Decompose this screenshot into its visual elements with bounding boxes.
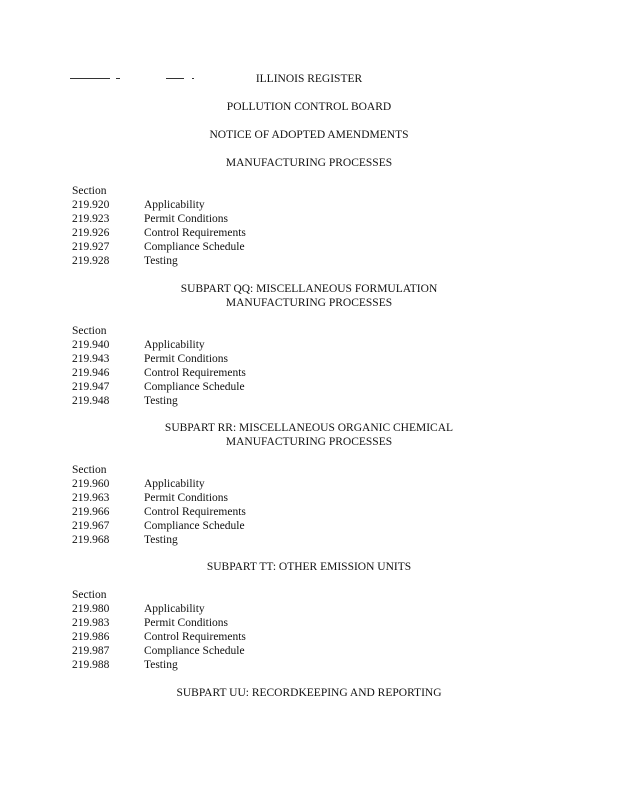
section-list <box>72 324 472 408</box>
section-title: Compliance Schedule <box>144 241 245 253</box>
section-number: 219.986 <box>72 631 110 643</box>
section-number: 219.927 <box>72 241 110 253</box>
subpart-heading: SUBPART TT: OTHER EMISSION UNITS <box>206 561 412 573</box>
section-title: Applicability <box>144 478 205 490</box>
section-number: 219.960 <box>72 478 110 490</box>
section-number: 219.983 <box>72 617 110 629</box>
section-list <box>72 588 472 672</box>
section-row <box>72 644 472 658</box>
section-title: Applicability <box>144 339 205 351</box>
section-label: Section <box>72 325 107 337</box>
section-title: Control Requirements <box>144 227 246 239</box>
section-row <box>72 380 472 394</box>
section-title: Control Requirements <box>144 506 246 518</box>
section-title: Compliance Schedule <box>144 381 245 393</box>
section-number: 219.968 <box>72 534 110 546</box>
section-title: Control Requirements <box>144 367 246 379</box>
section-number: 219.928 <box>72 255 110 267</box>
section-label: Section <box>72 589 107 601</box>
section-label: Section <box>72 464 107 476</box>
subpart-heading-continued: MANUFACTURING PROCESSES <box>225 297 393 309</box>
section-title: Control Requirements <box>144 631 246 643</box>
section-number: 219.947 <box>72 381 110 393</box>
section-row <box>72 533 472 547</box>
section-list <box>72 184 472 268</box>
section-number: 219.946 <box>72 367 110 379</box>
subpart-heading: SUBPART RR: MISCELLANEOUS ORGANIC CHEMICAL <box>164 422 454 434</box>
section-row <box>72 616 472 630</box>
section-row <box>72 658 472 672</box>
section-row <box>72 240 472 254</box>
section-row <box>72 394 472 408</box>
subpart-heading: SUBPART UU: RECORDKEEPING AND REPORTING <box>176 687 442 699</box>
section-row <box>72 338 472 352</box>
section-title: Testing <box>144 534 178 546</box>
section-number: 219.920 <box>72 199 110 211</box>
section-row <box>72 519 472 533</box>
section-row <box>72 254 472 268</box>
section-row <box>72 198 472 212</box>
section-number: 219.966 <box>72 506 110 518</box>
section-number: 219.943 <box>72 353 110 365</box>
section-title: Permit Conditions <box>144 492 229 504</box>
section-title: Compliance Schedule <box>144 520 245 532</box>
section-row <box>72 226 472 240</box>
section-row <box>72 212 472 226</box>
section-title: Applicability <box>144 199 205 211</box>
section-row <box>72 491 472 505</box>
section-title: Permit Conditions <box>144 617 229 629</box>
section-title: Testing <box>144 395 178 407</box>
section-number: 219.980 <box>72 603 110 615</box>
section-row <box>72 602 472 616</box>
section-list <box>72 463 472 547</box>
section-title: Permit Conditions <box>144 213 229 225</box>
section-row <box>72 352 472 366</box>
section-label: Section <box>72 185 107 197</box>
section-number: 219.923 <box>72 213 110 225</box>
section-number: 219.967 <box>72 520 110 532</box>
section-number: 219.948 <box>72 395 110 407</box>
section-row <box>72 505 472 519</box>
register-title: ILLINOIS REGISTER <box>255 73 363 85</box>
subpart-heading: SUBPART QQ: MISCELLANEOUS FORMULATION <box>180 283 438 295</box>
section-number: 219.987 <box>72 645 110 657</box>
section-title: Applicability <box>144 603 205 615</box>
section-title: Testing <box>144 255 178 267</box>
section-row <box>72 366 472 380</box>
section-row <box>72 630 472 644</box>
subpart-heading-continued: MANUFACTURING PROCESSES <box>225 436 393 448</box>
subpart-heading: MANUFACTURING PROCESSES <box>225 157 393 169</box>
section-number: 219.963 <box>72 492 110 504</box>
notice-title: NOTICE OF ADOPTED AMENDMENTS <box>209 129 409 141</box>
section-number: 219.940 <box>72 339 110 351</box>
section-number: 219.988 <box>72 659 110 671</box>
section-title: Testing <box>144 659 178 671</box>
board-title: POLLUTION CONTROL BOARD <box>226 101 392 113</box>
section-row <box>72 477 472 491</box>
section-title: Permit Conditions <box>144 353 229 365</box>
section-title: Compliance Schedule <box>144 645 245 657</box>
section-number: 219.926 <box>72 227 110 239</box>
